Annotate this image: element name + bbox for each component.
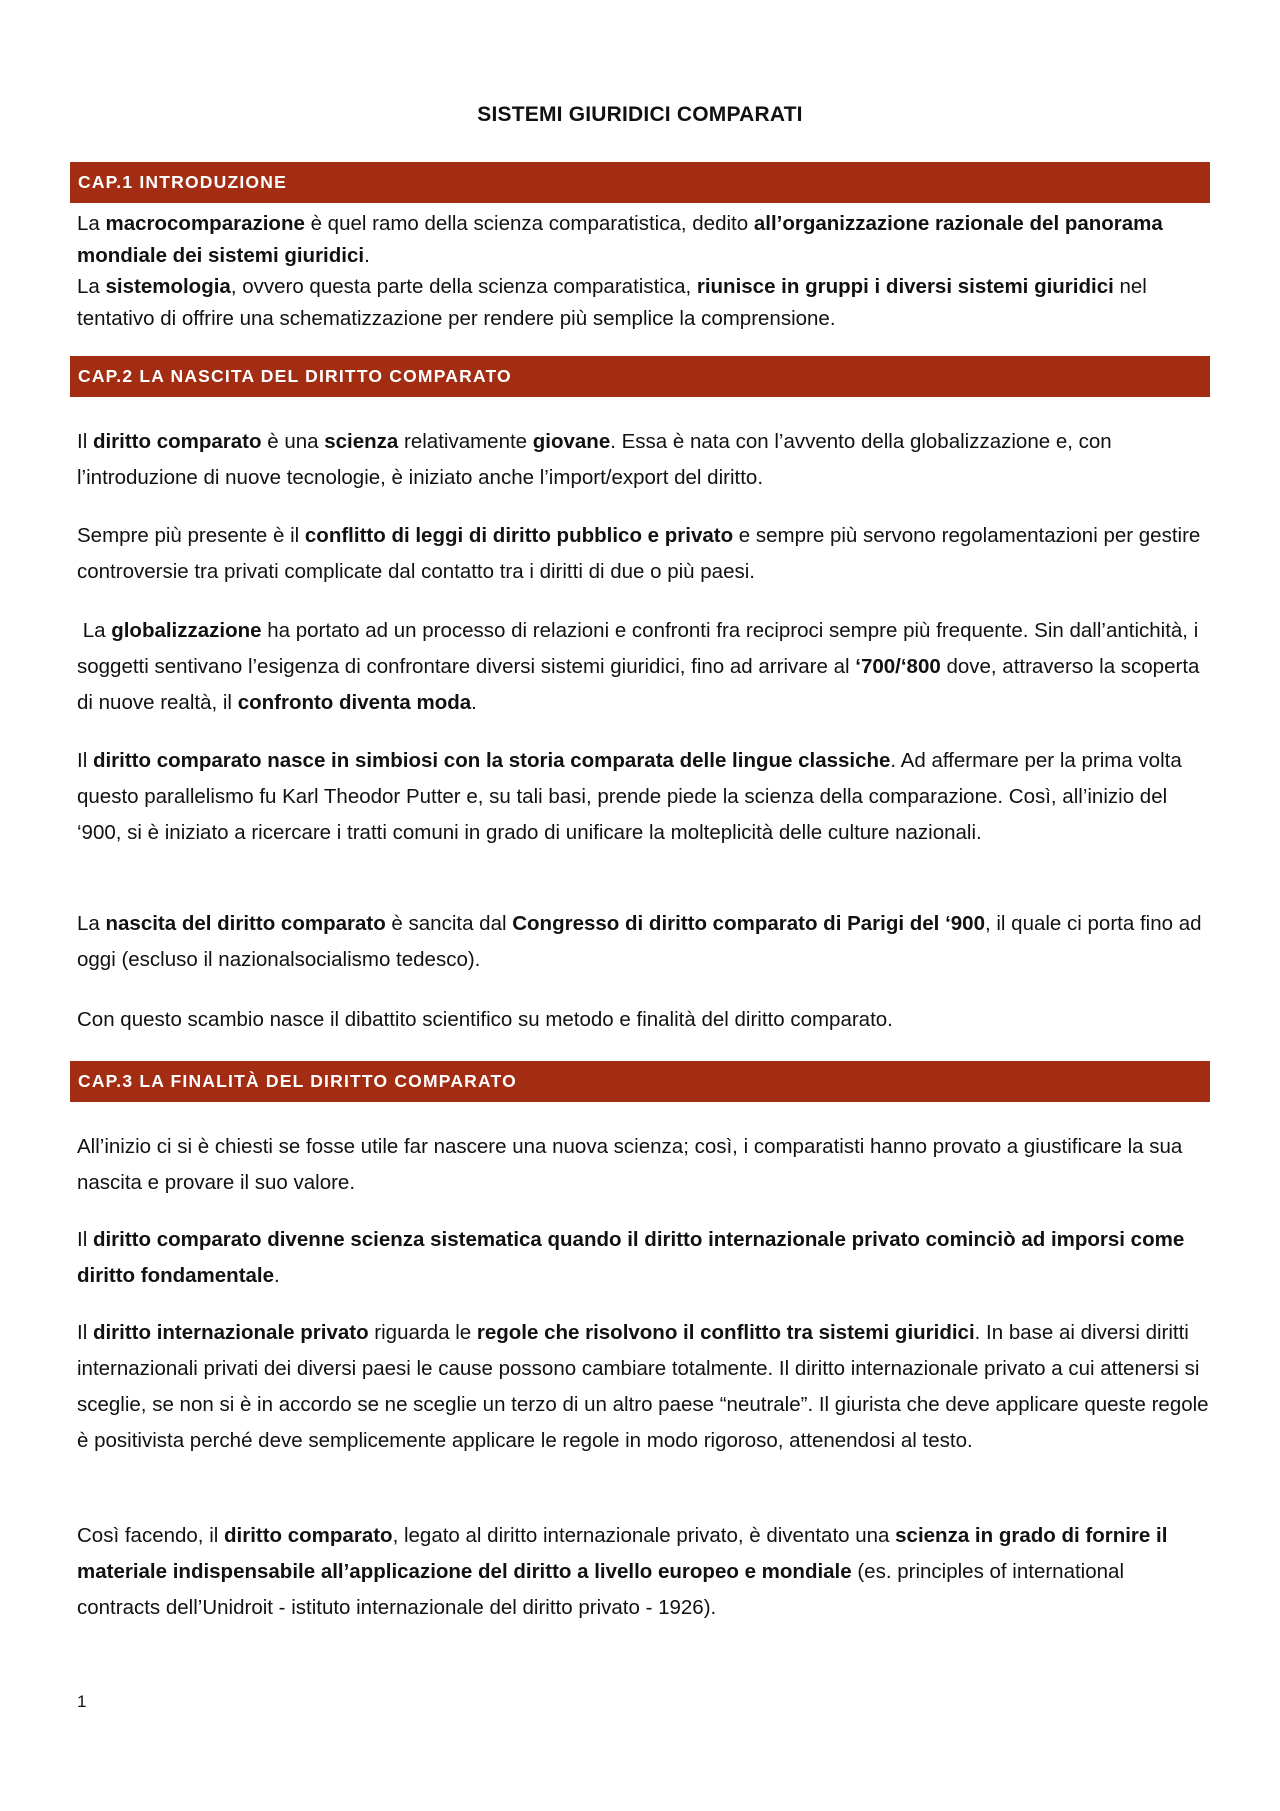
chapter-heading-2: CAP.2 LA NASCITA DEL DIRITTO COMPARATO (70, 356, 1210, 397)
bold-text: riunisce in gruppi i diversi sistemi giuridici (696, 275, 1114, 298)
paragraph (77, 906, 1212, 978)
bold-text: diritto internazionale privato (92, 1321, 369, 1344)
paragraph (77, 1002, 1212, 1038)
bold-text: giovane (532, 430, 611, 453)
bold-text: conflitto di leggi di diritto pubblico e privato (304, 524, 734, 547)
bold-text: confronto diventa moda (237, 691, 472, 714)
bold-text: diritto comparato (92, 430, 262, 453)
bold-text: diritto comparato divenne scienza sistematica quando il diritto internazionale privato cominciò ad imporsi come diritto fondamentale (77, 1228, 1190, 1287)
text-run: Così facendo, il (77, 1524, 224, 1547)
bold-text: scienza (324, 430, 399, 453)
bold-text: ‘700/‘800 (855, 655, 941, 678)
bold-text: all’organizzazione razionale del panorama mondiale dei sistemi giuridici (77, 212, 1169, 267)
text-run: All’inizio ci si è chiesti se fosse utile far nascere una nuova scienza; così, i comparatisti hanno provato a giustificare la sua nascita e provare il suo valore. (77, 1135, 1188, 1194)
paragraph (77, 1315, 1215, 1459)
page-number: 1 (77, 1692, 87, 1711)
paragraph (77, 743, 1212, 851)
text-run: nel tentativo di offrire una schematizzazione per rendere più semplice la comprensione. (77, 275, 1153, 330)
paragraph (77, 208, 1212, 334)
text-run: e sempre più servono regolamentazioni per gestire controversie tra privati complicate dal contatto tra i diritti di due o più paesi. (77, 524, 1207, 583)
paragraph (77, 1222, 1212, 1294)
paragraph (77, 613, 1212, 721)
paragraph (77, 518, 1212, 590)
text-run: . (471, 691, 477, 714)
text-run: ha portato ad un processo di relazioni e confronti fra reciproci sempre più frequente. Sin dall’antichità, i soggetti sentivano l’esigenza di confrontare diversi sistemi giuridici, fino ad arrivare al (77, 619, 1204, 678)
paragraph (77, 1129, 1212, 1201)
text-run: (es. principles of international contracts dell’Unidroit - istituto internazionale del diritto privato - 1926). (77, 1560, 1130, 1619)
bold-text: nascita del diritto comparato (105, 912, 386, 935)
paragraph (77, 424, 1212, 496)
text-run: , il quale ci porta fino ad oggi (escluso il nazionalsocialismo tedesco). (77, 912, 1208, 971)
text-run: La (77, 619, 112, 642)
bold-text: diritto comparato nasce in simbiosi con la storia comparata delle lingue classiche (92, 749, 891, 772)
text-run: relativamente (398, 430, 533, 453)
text-run: , legato al diritto internazionale privato, è diventato una (392, 1524, 896, 1547)
chapter-heading-3: CAP.3 LA FINALITÀ DEL DIRITTO COMPARATO (70, 1061, 1210, 1102)
text-run: . In base ai diversi diritti internazionali privati dei diversi paesi le cause possono cambiare totalmente. Il diritto internazionale privato a cui attenersi si sceglie, se non si è in accordo se ne sceglie un terzo di un altro paese “neutrale”. Il giurista che deve applicare queste regole è positivista perché deve semplicemente applicare le regole in modo rigoroso, attenendosi al testo. (77, 1321, 1215, 1452)
text-run: . La (77, 243, 370, 298)
text-run: Il (77, 1228, 93, 1251)
document-title: SISTEMI GIURIDICI COMPARATI (477, 103, 803, 126)
text-run: . (274, 1264, 280, 1287)
bold-text: sistemologia (105, 275, 231, 298)
text-run: dove, attraverso la scoperta di nuove realtà, il (77, 655, 1206, 714)
paragraph (77, 1518, 1212, 1626)
text-run: è sancita dal (385, 912, 513, 935)
text-run: . Ad affermare per la prima volta questo parallelismo fu Karl Theodor Putter e, su tali basi, prende piede la scienza della comparazione. Così, all’inizio del ‘900, si è iniziato a ricercare i tratti comuni in grado di unificare la molteplicità delle culture nazionali. (77, 749, 1188, 844)
text-run: Il (77, 1321, 93, 1344)
text-run: è quel ramo della scienza comparatistica, dedito (304, 212, 754, 235)
text-run: riguarda le (368, 1321, 477, 1344)
bold-text: scienza in grado di fornire il materiale indispensabile all’applicazione del diritto a livello europeo e mondiale (77, 1524, 1174, 1583)
text-run: Con questo scambio nasce il dibattito scientifico su metodo e finalità del diritto comparato. (77, 1008, 893, 1031)
chapter-heading-1: CAP.1 INTRODUZIONE (70, 162, 1210, 203)
text-run: è una (261, 430, 325, 453)
bold-text: macrocomparazione (105, 212, 305, 235)
bold-text: regole che risolvono il conflitto tra sistemi giuridici (476, 1321, 975, 1344)
text-run: Il (77, 430, 93, 453)
bold-text: globalizzazione (111, 619, 262, 642)
text-run: Sempre più presente è il (77, 524, 305, 547)
text-run: Il (77, 749, 93, 772)
text-run: La (77, 212, 106, 235)
text-run: La (77, 912, 106, 935)
bold-text: diritto comparato (224, 1524, 393, 1547)
text-run: . Essa è nata con l’avvento della globalizzazione e, con l’introduzione di nuove tecnologie, è iniziato anche l’import/export del diritto. (77, 430, 1118, 489)
text-run: , ovvero questa parte della scienza comparatistica, (230, 275, 697, 298)
bold-text: Congresso di diritto comparato di Parigi del ‘900 (512, 912, 985, 935)
